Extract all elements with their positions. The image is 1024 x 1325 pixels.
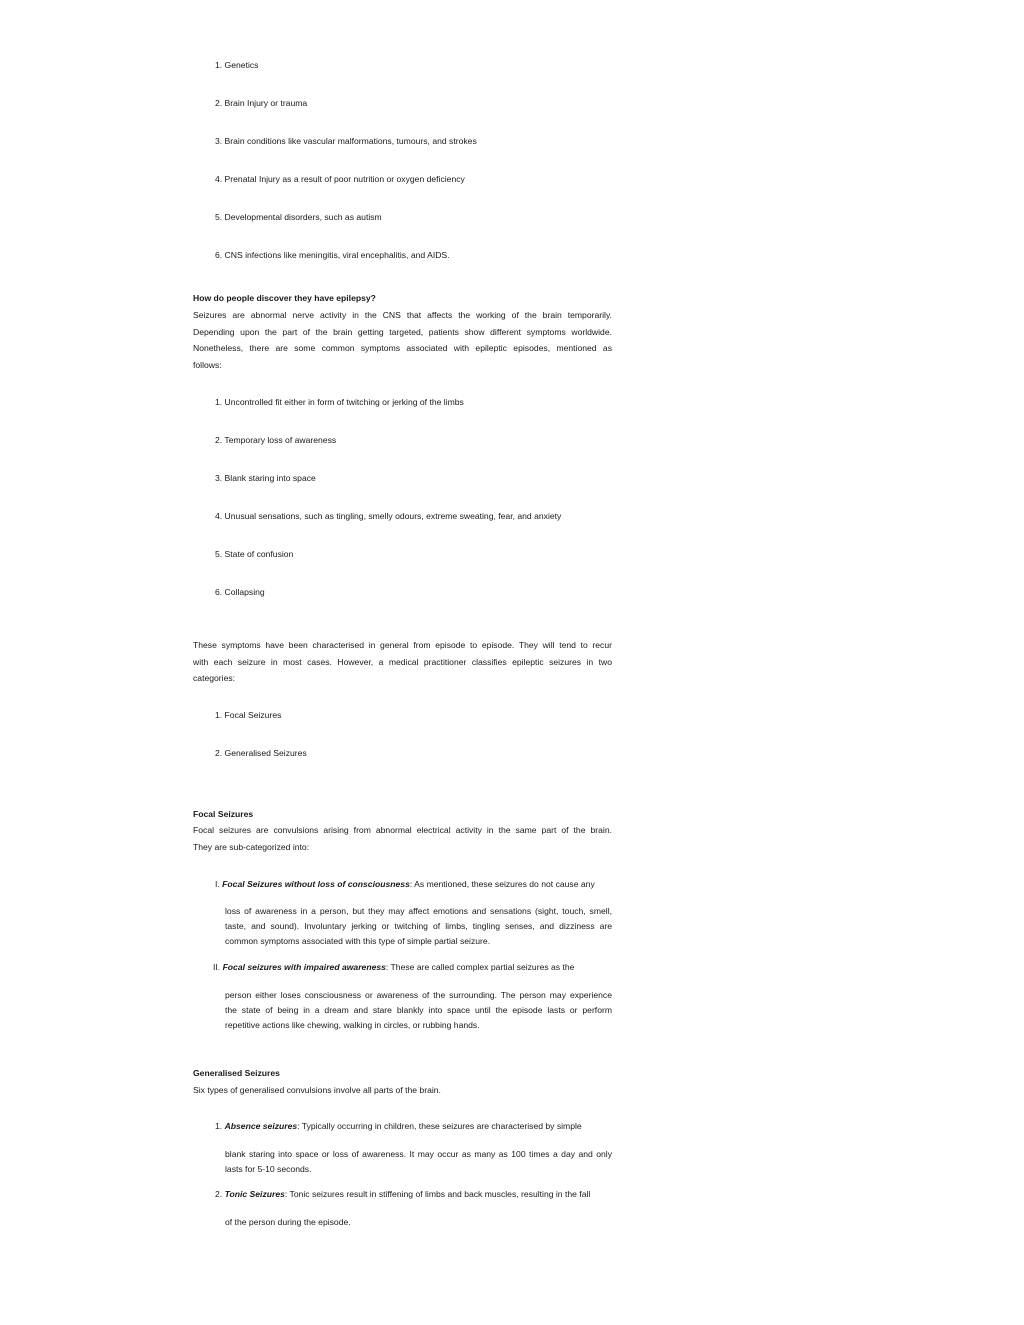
generalised-item-2-marker: 2. [215, 1189, 223, 1199]
discover-line-2: Depending upon the part of the brain getting targeted, patients show different symptoms worldwide. [193, 326, 612, 337]
generalised-item-1-continuation [225, 1147, 612, 1177]
focal-item-2-cont-2: the state of being in a dream and stare blankly into space until the episode lasts or perform [225, 1005, 612, 1015]
generalised-intro: Six types of generalised convulsions involve all parts of the brain. [193, 1085, 441, 1095]
symptom-item-2: 2. Temporary loss of awareness [215, 435, 337, 445]
focal-item-1-term: Focal Seizures without loss of consciousness [222, 879, 410, 889]
generalised-item-1-first-line [215, 1120, 612, 1132]
generalised-item-1-cont-2: lasts for 5-10 seconds. [225, 1164, 312, 1174]
focal-item-1-cont-2: taste, and sound). Involuntary jerking or twitching of limbs, tingling senses, and dizziness are [225, 921, 612, 931]
symptom-item-3: 3. Blank staring into space [215, 473, 316, 483]
generalised-item-2-term: Tonic Seizures [224, 1189, 285, 1199]
focal-item-2-term: Focal seizures with impaired awareness [222, 962, 386, 972]
categories-paragraph [193, 637, 612, 687]
generalised-heading: Generalised Seizures [193, 1068, 280, 1078]
category-item-2: 2. Generalised Seizures [215, 748, 307, 758]
generalised-item-1-marker: 1. [215, 1121, 223, 1131]
discover-paragraph [193, 307, 612, 373]
focal-item-2-cont-1: person either loses consciousness or awareness of the surrounding. The person may experience [225, 990, 612, 1000]
focal-item-2-continuation [225, 988, 612, 1033]
focal-line-1: Focal seizures are convulsions arising from abnormal electrical activity in the same part of the brain. [193, 825, 612, 835]
focal-item-1-first-rest: : As mentioned, these seizures do not cause any [409, 879, 595, 889]
focal-item-2-first-rest: : These are called complex partial seizures as the [385, 962, 575, 972]
generalised-item-1-cont-1: blank staring into space or loss of awareness. It may occur as many as 100 times a day and only [225, 1149, 612, 1159]
discover-line-3: Nonetheless, there are some common symptoms associated with epileptic episodes, mentioned as [193, 343, 612, 353]
symptom-item-5: 5. State of confusion [215, 549, 294, 559]
focal-line-2: They are sub-categorized into: [193, 841, 310, 852]
categories-line-2: with each seizure in most cases. However, a medical practitioner classifies epileptic seizures in two [193, 656, 612, 667]
generalised-item-2-continuation [225, 1215, 612, 1230]
symptom-item-1: 1. Uncontrolled fit either in form of twitching or jerking of the limbs [215, 397, 464, 407]
cause-item-6: 6. CNS infections like meningitis, viral encephalitis, and AIDS. [215, 250, 450, 260]
generalised-item-2-first-rest: : Tonic seizures result in stiffening of limbs and back muscles, resulting in the fall [284, 1189, 591, 1199]
focal-item-2-cont-3: repetitive actions like chewing, walking in circles, or rubbing hands. [225, 1020, 480, 1030]
focal-item-2-marker: II. [213, 962, 221, 972]
cause-item-2: 2. Brain Injury or trauma [215, 98, 308, 108]
focal-item-1-cont-3: common symptoms associated with this type of simple partial seizure. [225, 936, 491, 946]
generalised-item-2-cont-1: of the person during the episode. [225, 1217, 351, 1227]
category-item-1: 1. Focal Seizures [215, 710, 282, 720]
focal-item-1-marker: I. [215, 879, 220, 889]
cause-item-4: 4. Prenatal Injury as a result of poor nutrition or oxygen deficiency [215, 174, 465, 184]
discover-heading: How do people discover they have epilepsy? [193, 293, 376, 303]
generalised-item-2-first-line [215, 1188, 612, 1200]
focal-paragraph [193, 822, 612, 855]
focal-item-2-first-line [213, 961, 612, 973]
generalised-item-1-term: Absence seizures [224, 1121, 298, 1131]
categories-line-3: categories: [193, 673, 236, 683]
discover-line-1: Seizures are abnormal nerve activity in the CNS that affects the working of the brain temporarily. [193, 310, 612, 320]
focal-item-1-cont-1: loss of awareness in a person, but they may affect emotions and sensations (sight, touch, smell, [225, 906, 612, 916]
cause-item-3: 3. Brain conditions like vascular malformations, tumours, and strokes [215, 136, 477, 146]
cause-item-1: 1. Genetics [215, 60, 259, 70]
cause-item-5: 5. Developmental disorders, such as autism [215, 212, 382, 222]
symptom-item-6: 6. Collapsing [215, 587, 265, 597]
generalised-item-1-first-rest: : Typically occurring in children, these seizures are characterised by simple [297, 1121, 582, 1131]
categories-line-1: These symptoms have been characterised in general from episode to episode. They will tend to recur [193, 640, 612, 650]
focal-heading: Focal Seizures [193, 809, 254, 819]
symptom-item-4: 4. Unusual sensations, such as tingling, smelly odours, extreme sweating, fear, and anxiety [215, 511, 562, 521]
focal-item-1-first-line [215, 878, 612, 890]
focal-item-1-continuation [225, 904, 612, 949]
discover-line-4: follows: [193, 359, 222, 370]
